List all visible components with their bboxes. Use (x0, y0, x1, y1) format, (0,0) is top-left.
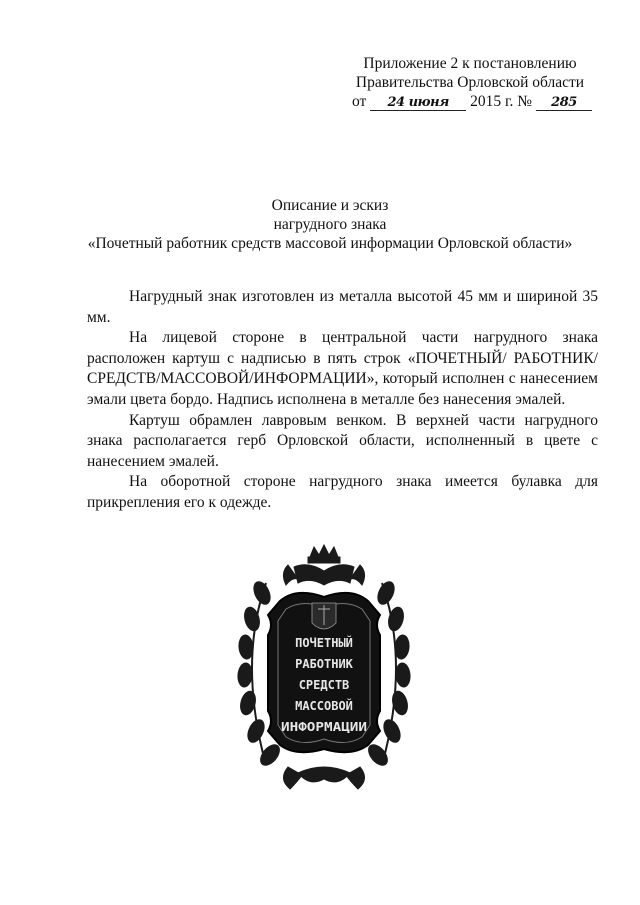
shield-icon (312, 603, 336, 629)
badge-sketch-svg (228, 543, 420, 795)
coat-of-arms-icon (283, 545, 364, 585)
from-label: от (352, 93, 367, 110)
title-line-3: «Почетный работник средств массовой информации Орловской области» (87, 235, 573, 252)
paragraph-size: Нагрудный знак изготовлен из металла высотой 45 мм и шириной 35 мм. (87, 288, 598, 326)
handwritten-number: 285 (536, 96, 592, 111)
paragraph-wreath: Картуш обрамлен лавровым венком. В верхней части нагрудного знака располагается герб Орловской области, исполненный в цвете с нанесением эмалей. (87, 411, 598, 470)
year-number-label: 2015 г. № (470, 93, 533, 110)
document-title (80, 196, 580, 253)
paragraph-front-side: На лицевой стороне в центральной части нагрудного знака расположен картуш с надписью в пять строк «ПОЧЕТНЫЙ/ РАБОТНИК/СРЕДСТВ/МАССОВОЙ/ИНФОРМАЦИИ», который исполнен с нанесением эмали цвета бордо. Надпись исполнена в металле без нанесения эмалей. (87, 329, 598, 408)
title-line-1: Описание и эскиз (271, 197, 389, 214)
title-line-2: нагрудного знака (273, 216, 387, 233)
inscription-line-3: СРЕДСТВ (298, 678, 350, 692)
inscription-line-4: МАССОВОЙ (295, 699, 353, 713)
inscription-line-5: ИНФОРМАЦИИ (281, 720, 367, 734)
appendix-header (340, 54, 600, 111)
appendix-line-1: Приложение 2 к постановлению (363, 55, 577, 72)
inscription-line-2: РАБОТНИК (295, 657, 353, 671)
badge-sketch (228, 543, 420, 795)
paragraph-back-side: На оборотной стороне нагрудного знака имеется булавка для прикрепления его к одежде. (87, 473, 598, 511)
inscription-line-1: ПОЧЕТНЫЙ (295, 636, 353, 650)
appendix-date-line (340, 92, 600, 111)
description-body (87, 287, 598, 514)
handwritten-date: 24 июня (370, 96, 466, 111)
appendix-line-2: Правительства Орловской области (355, 74, 585, 91)
